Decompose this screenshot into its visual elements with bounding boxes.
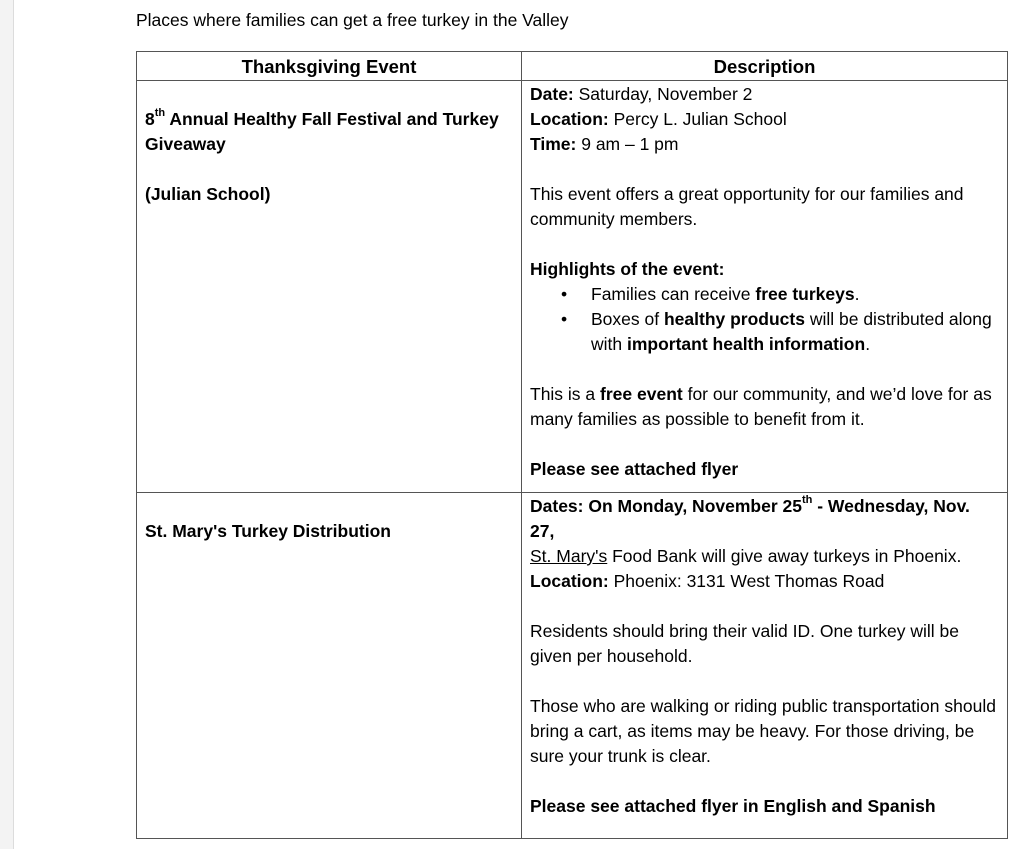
bullet-icon: • <box>561 309 568 329</box>
events-table <box>136 51 1008 839</box>
highlights-list <box>530 282 999 357</box>
document-title: Places where families can get a free turkey in the Valley <box>136 10 569 30</box>
highlights-heading: Highlights of the event: <box>530 259 725 279</box>
event-location: Location: Percy L. Julian School <box>530 109 787 129</box>
event-cell <box>137 493 522 839</box>
event-time: Time: 9 am – 1 pm <box>530 134 679 154</box>
list-item: • Families can receive free turkeys. <box>530 282 999 307</box>
cart-advice: Those who are walking or riding public transportation should bring a cart, as items may be heavy. For those driving, be sure your trunk is clear. <box>530 696 996 766</box>
event-dates: Dates: On Monday, November 25th - Wednesday, Nov. 27, <box>530 494 970 541</box>
food-bank-info: St. Mary's Food Bank will give away turkeys in Phoenix. <box>530 546 962 566</box>
event-cell <box>137 81 522 493</box>
flyer-note: Please see attached flyer in English and Spanish <box>530 796 936 816</box>
description-cell <box>522 493 1008 839</box>
bullet-icon: • <box>561 284 568 304</box>
event-name: 8th Annual Healthy Fall Festival and Turkey Giveaway <box>145 107 499 154</box>
free-event-note: This is a free event for our community, and we’d love for as many families as possible to benefit from it. <box>530 384 992 429</box>
table-row <box>137 493 1008 839</box>
event-intro: This event offers a great opportunity for our families and community members. <box>530 184 964 229</box>
document-page <box>13 0 1024 849</box>
id-requirement: Residents should bring their valid ID. One turkey will be given per household. <box>530 621 959 666</box>
event-place: (Julian School) <box>145 184 271 204</box>
header-description: Description <box>522 52 1008 81</box>
table-header-row <box>137 52 1008 81</box>
event-date: Date: Saturday, November 2 <box>530 84 753 104</box>
flyer-note: Please see attached flyer <box>530 459 739 479</box>
table-row <box>137 81 1008 493</box>
event-name: St. Mary's Turkey Distribution <box>145 521 391 541</box>
list-item: • Boxes of healthy products will be distributed along with important health information. <box>561 309 992 354</box>
header-thanksgiving-event: Thanksgiving Event <box>137 52 522 81</box>
event-location: Location: Phoenix: 3131 West Thomas Road <box>530 571 885 591</box>
description-cell <box>522 81 1008 493</box>
